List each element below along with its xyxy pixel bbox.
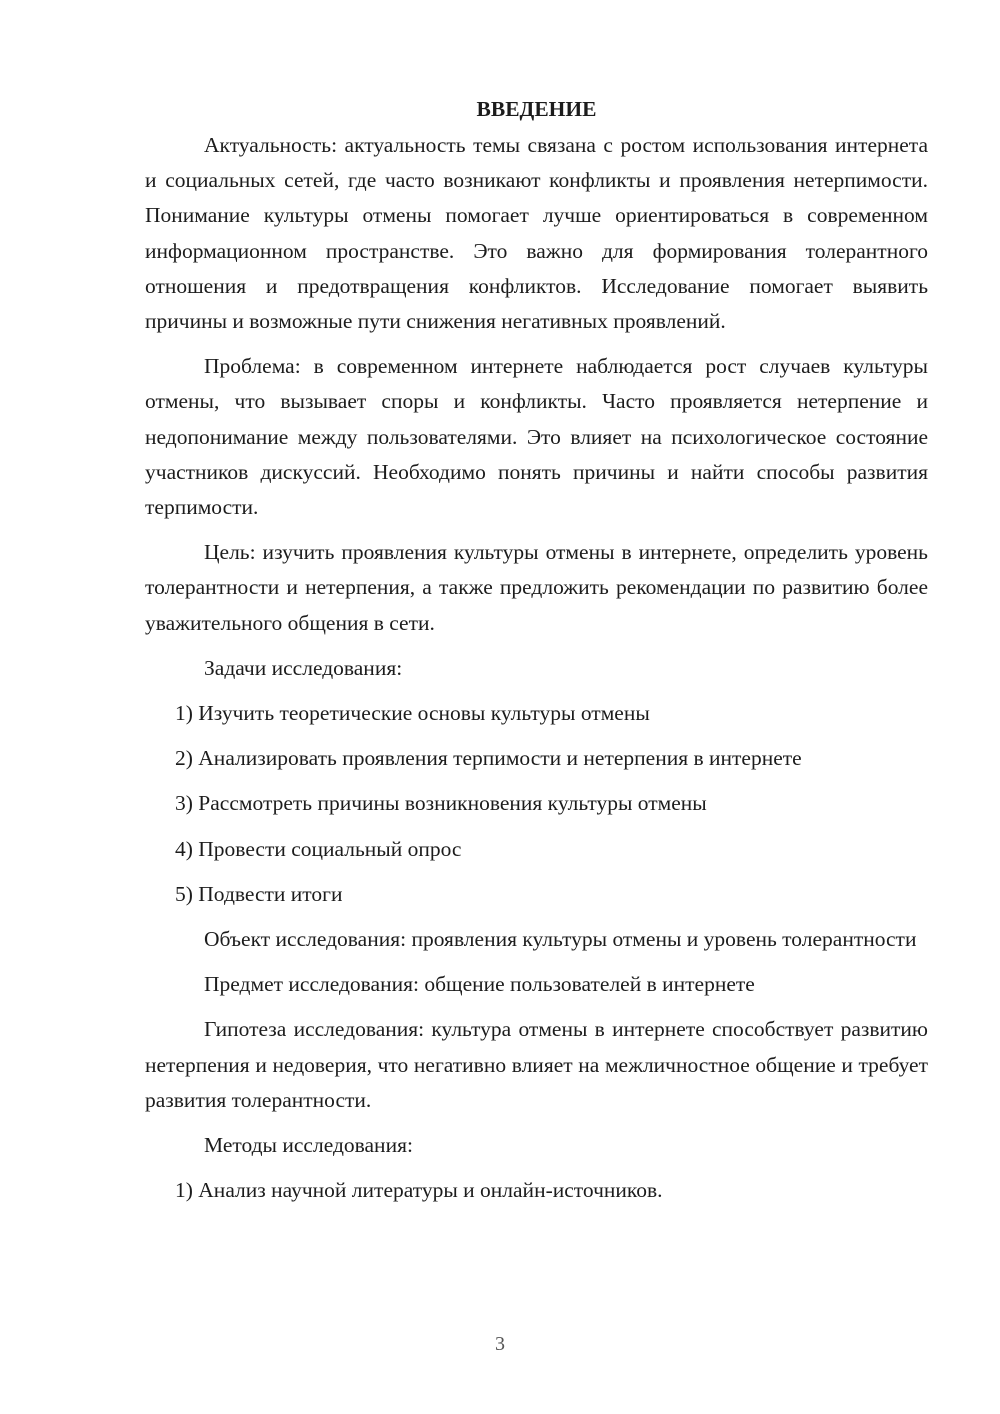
task-item: 4) Провести социальный опрос xyxy=(175,836,462,861)
hypothesis-paragraph: Гипотеза исследования: культура отмены в интернете способствует развитию нетерпения и недоверия, что негативно влияет на межличностное общение и требует развития толерантности. xyxy=(145,1017,928,1112)
tasks-heading: Задачи исследования: xyxy=(204,655,403,680)
document-page xyxy=(145,92,928,1218)
section-title: ВВЕДЕНИЕ xyxy=(476,97,597,121)
task-item: 5) Подвести итоги xyxy=(175,881,343,906)
task-item: 3) Рассмотреть причины возникновения культуры отмены xyxy=(175,791,707,816)
subject-paragraph: Предмет исследования: общение пользователей в интернете xyxy=(204,972,755,997)
object-paragraph: Объект исследования: проявления культуры отмены и уровень толерантности xyxy=(204,927,917,952)
problem-paragraph: Проблема: в современном интернете наблюдается рост случаев культуры отмены, что вызывает споры и конфликты. Часто проявляется нетерпение и недопонимание между пользователями. Это влияет на психологическое состояние участников дискуссий. Необходимо понять причины и найти способы развития терпимости. xyxy=(145,354,928,520)
task-item: 1) Изучить теоретические основы культуры отмены xyxy=(175,701,650,726)
page-number: 3 xyxy=(495,1333,505,1355)
task-item: 2) Анализировать проявления терпимости и нетерпения в интернете xyxy=(175,746,802,771)
methods-heading: Методы исследования: xyxy=(204,1133,413,1158)
goal-paragraph: Цель: изучить проявления культуры отмены в интернете, определить уровень толерантности и нетерпения, а также предложить рекомендации по развитию более уважительного общения в сети. xyxy=(145,540,928,635)
method-item: 1) Анализ научной литературы и онлайн-источников. xyxy=(175,1178,663,1203)
relevance-paragraph: Актуальность: актуальность темы связана с ростом использования интернета и социальных сетей, где часто возникают конфликты и проявления нетерпимости. Понимание культуры отмены помогает лучше ориентироваться в современном информационном пространстве. Это важно для формирования толерантного отношения и предотвращения конфликтов. Исследование помогает выявить причины и возможные пути снижения негативных проявлений. xyxy=(145,133,928,334)
